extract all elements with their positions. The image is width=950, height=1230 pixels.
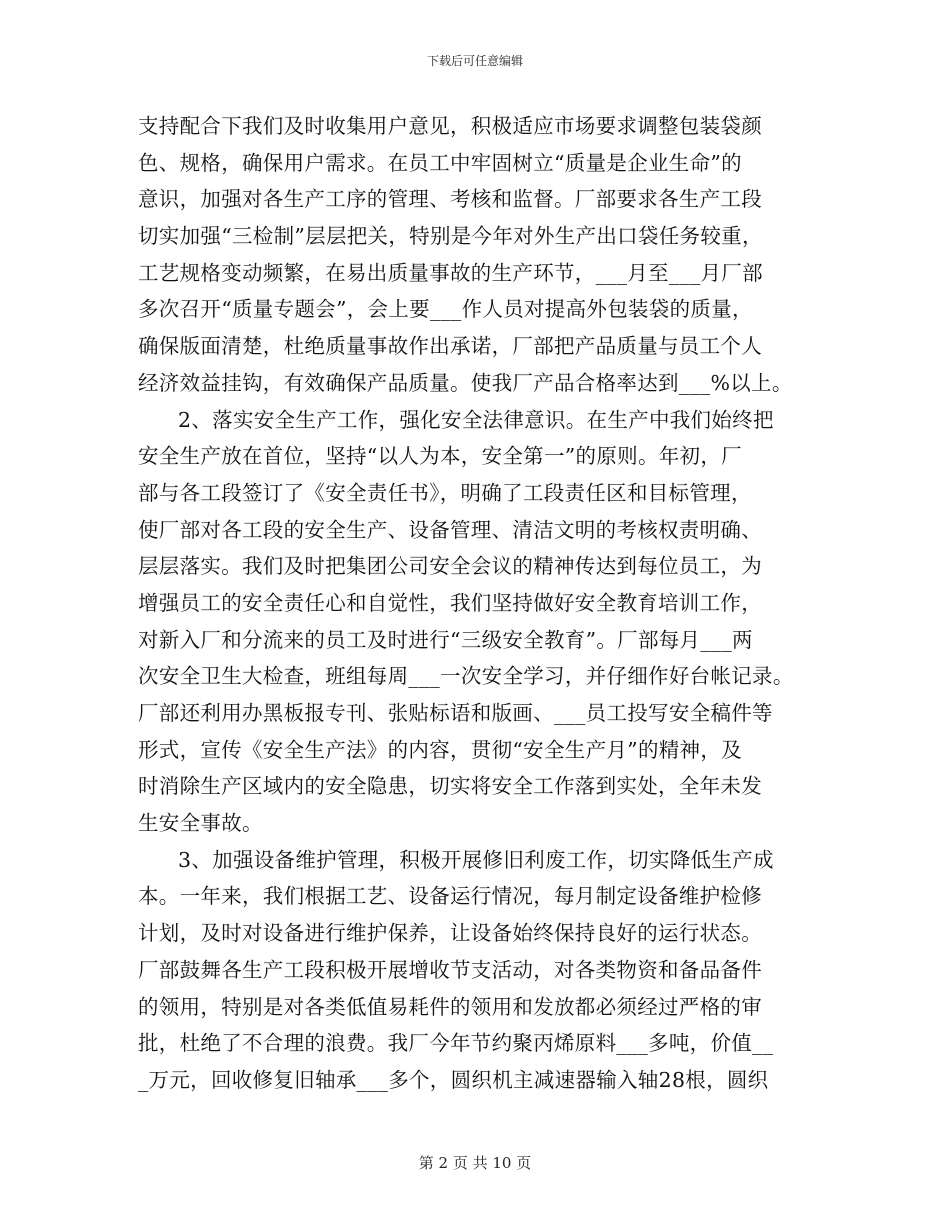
text-line: 安全生产放在首位，坚持“以人为本，安全第一”的原则。年初，厂 [138,444,742,469]
text-line: 批，杜绝了不合理的浪费。我厂今年节约聚丙烯原料___多吨，价值__ [138,1031,774,1056]
text-line: 2、落实安全生产工作，强化安全法律意识。在生产中我们始终把 [178,407,774,432]
document-body [138,108,818,1099]
text-line: 形式，宣传《安全生产法》的内容，贯彻“安全生产月”的精神，及 [138,737,742,762]
text-line: 支持配合下我们及时收集用户意见，积极适应市场要求调整包装袋颜 [138,114,762,138]
text-line: 多次召开“质量专题会”，会上要___作人员对提高外包装袋的质量， [138,297,753,322]
text-line: 本。一年来，我们根据工艺、设备运行情况，每月制定设备维护检修 [138,884,762,909]
text-line: 使厂部对各工段的安全生产、设备管理、清洁文明的考核权责明确、 [138,517,762,542]
page-header: 下载后可任意编辑 [426,54,523,68]
text-line: 部与各工段签订了《安全责任书》，明确了工段责任区和目标管理， [138,480,752,505]
text-line: 生安全事故。 [138,811,263,836]
text-line: 工艺规格变动频繁，在易出质量事故的生产环节，___月至___月厂部 [138,260,763,285]
text-line: _万元，回收修复旧轴承___多个，圆织机主减速器输入轴28根，圆织 [138,1067,769,1092]
text-line: 次安全卫生大检查，班组每周___一次安全学习，并仔细作好台帐记录。 [138,664,794,689]
paragraph-safety [138,402,818,842]
page-footer: 第 2 页 共 10 页 [418,1154,532,1172]
text-line: 确保版面清楚，杜绝质量事故作出承诺，厂部把产品质量与员工个人 [138,334,762,359]
paragraph-equipment [138,842,818,1099]
paragraph-quality [138,108,818,402]
text-line: 色、规格，确保用户需求。在员工中牢固树立“质量是企业生命”的 [138,150,742,175]
text-line: 时消除生产区域内的安全隐患，切实将安全工作落到实处，全年未发 [138,774,762,799]
text-line: 意识，加强对各生产工序的管理、考核和监督。厂部要求各生产工段 [138,187,762,212]
text-line: 经济效益挂钩，有效确保产品质量。使我厂产品合格率达到___%以上。 [138,370,793,395]
text-line: 的领用，特别是对各类低值易耗件的领用和发放都必须经过严格的审 [138,994,762,1019]
text-line: 对新入厂和分流来的员工及时进行“三级安全教育”。厂部每月___两 [138,627,753,652]
text-line: 计划，及时对设备进行维护保养，让设备始终保持良好的运行状态。 [138,921,762,946]
text-line: 增强员工的安全责任心和自觉性，我们坚持做好安全教育培训工作， [138,590,762,615]
text-line: 切实加强“三检制”层层把关，特别是今年对外生产出口袋任务较重， [138,224,763,249]
text-line: 厂部鼓舞各生产工段积极开展增收节支活动，对各类物资和备品备件 [138,957,762,982]
text-line: 层层落实。我们及时把集团公司安全会议的精神传达到每位员工，为 [138,554,762,579]
text-line: 厂部还利用办黑板报专刊、张贴标语和版画、___员工投写安全稿件等 [138,701,773,725]
text-line: 3、加强设备维护管理，积极开展修旧利废工作，切实降低生产成 [178,847,774,872]
